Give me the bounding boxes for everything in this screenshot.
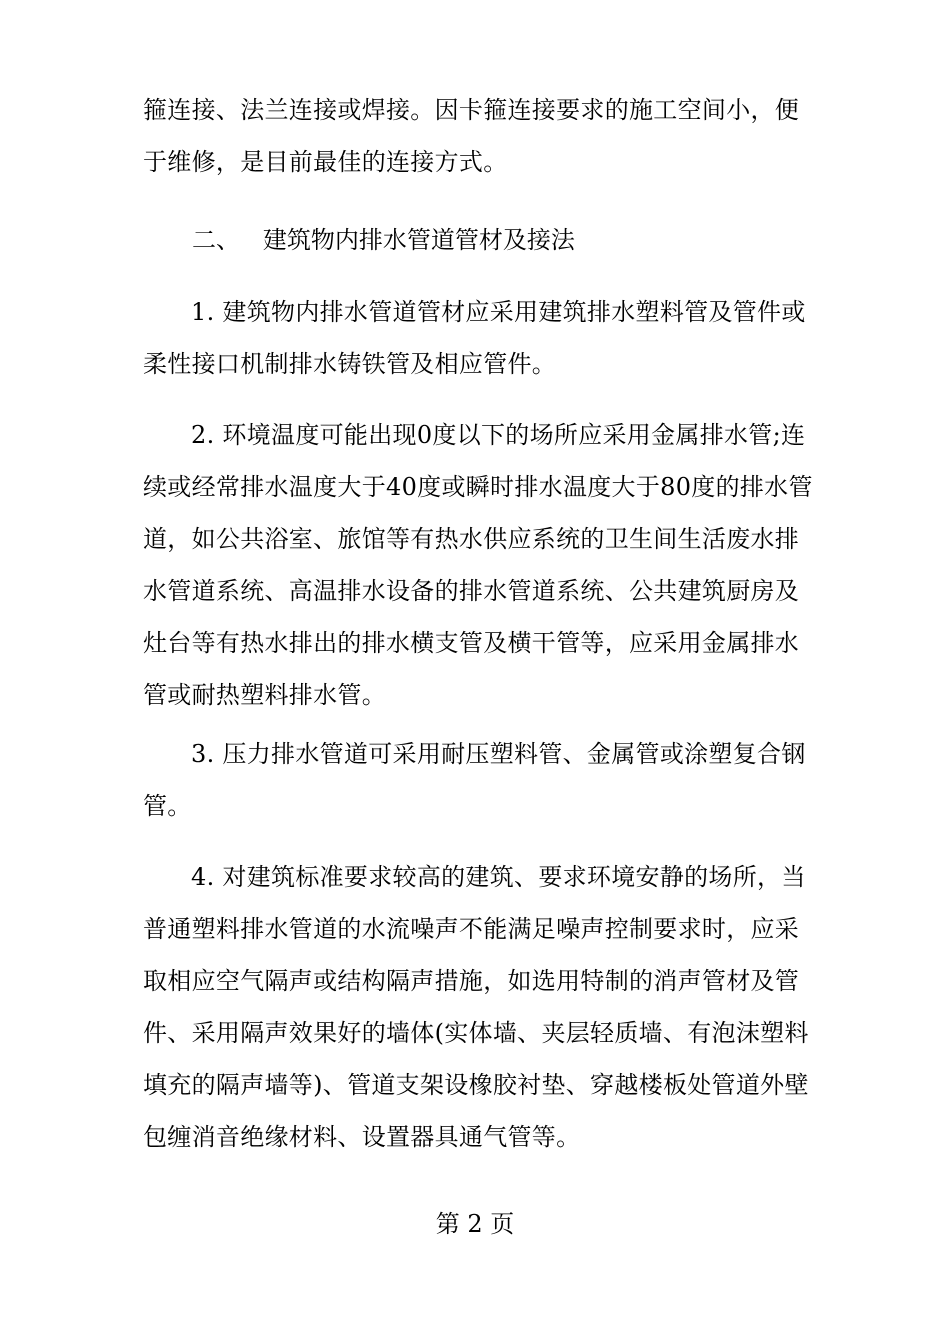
paragraph-item-2: 2. 环境温度可能出现0度以下的场所应采用金属排水管;连续或经常排水温度大于40度或瞬时排水温度大于80度的排水管道，如公共浴室、旅馆等有热水供应系统的卫生间生活废水排水管道系统、高温排水设备的排水管道系统、公共建筑厨房及灶台等有热水排出的排水横支管及横干管等，应采用金属排水管或耐热塑料排水管。 bbox=[143, 421, 813, 709]
paragraph-item-3: 3. 压力排水管道可采用耐压塑料管、金属管或涂塑复合钢管。 bbox=[143, 740, 806, 820]
paragraph-item-1: 1. 建筑物内排水管道管材应采用建筑排水塑料管及管件或柔性接口机制排水铸铁管及相应管件。 bbox=[143, 298, 806, 378]
section-heading: 二、 建筑物内排水管道管材及接法 bbox=[192, 226, 575, 254]
paragraph-continuation: 箍连接、法兰连接或焊接。因卡箍连接要求的施工空间小，便于维修，是目前最佳的连接方式。 bbox=[143, 96, 800, 176]
paragraph-item-4: 4. 对建筑标准要求较高的建筑、要求环境安静的场所，当普通塑料排水管道的水流噪声不能满足噪声控制要求时，应采取相应空气隔声或结构隔声措施，如选用特制的消声管材及管件、采用隔声效果好的墙体(实体墙、夹层轻质墙、有泡沫塑料填充的隔声墙等)、管道支架设橡胶衬垫、穿越楼板处管道外壁包缠消音绝缘材料、设置器具通气管等。 bbox=[143, 863, 809, 1151]
page-number: 第 2 页 bbox=[435, 1210, 515, 1238]
